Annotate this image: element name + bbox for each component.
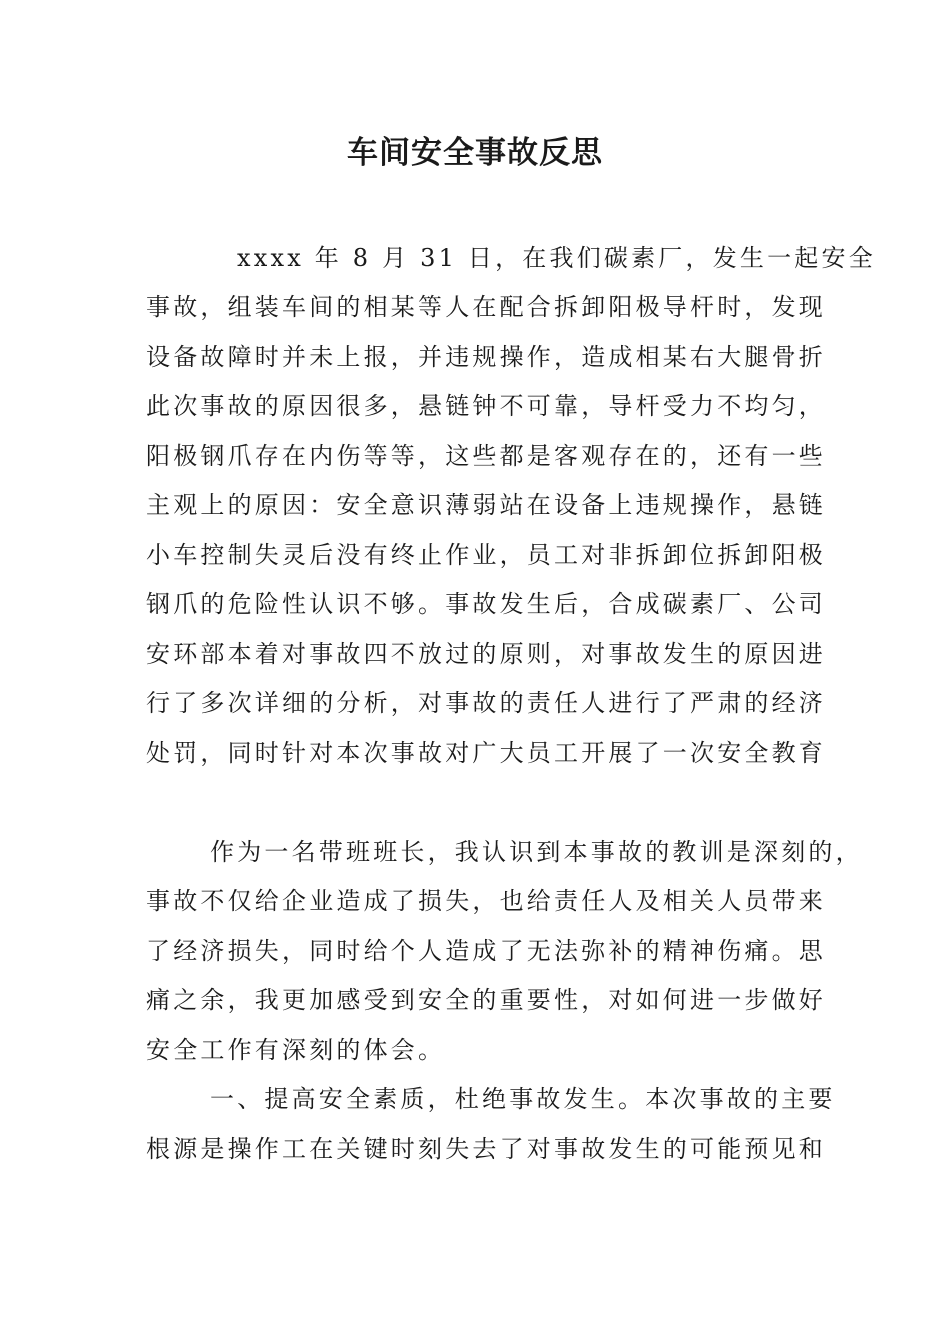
paragraph-line: xxxx 年 8 月 31 日，在我们碳素厂，发生一起安全 <box>237 244 876 272</box>
paragraph-line: 行了多次详细的分析，对事故的责任人进行了严肃的经济 <box>146 689 826 717</box>
paragraph-line: 设备故障时并未上报，并违规操作，造成相某右大腿骨折 <box>146 343 826 371</box>
paragraph-line: 作为一名带班班长，我认识到本事故的教训是深刻的， <box>210 838 863 866</box>
paragraph-line: 钢爪的危险性认识不够。事故发生后，合成碳素厂、公司 <box>146 590 826 618</box>
paragraph-line: 事故不仅给企业造成了损失，也给责任人及相关人员带来 <box>146 887 826 915</box>
paragraph-line: 了经济损失，同时给个人造成了无法弥补的精神伤痛。思 <box>146 937 826 965</box>
paragraph-line: 主观上的原因：安全意识薄弱站在设备上违规操作，悬链 <box>146 491 826 519</box>
paragraph-line: 一、提高安全素质，杜绝事故发生。本次事故的主要 <box>210 1085 836 1113</box>
paragraph-line: 阳极钢爪存在内伤等等，这些都是客观存在的，还有一些 <box>146 442 826 470</box>
paragraph-line: 处罚，同时针对本次事故对广大员工开展了一次安全教育 <box>146 739 826 767</box>
paragraph-line: 安全工作有深刻的体会。 <box>146 1036 446 1064</box>
paragraph-line: 痛之余，我更加感受到安全的重要性，对如何进一步做好 <box>146 986 826 1014</box>
paragraph-line: 事故，组装车间的相某等人在配合拆卸阳极导杆时，发现 <box>146 293 826 321</box>
paragraph-line: 此次事故的原因很多，悬链钟不可靠，导杆受力不均匀， <box>146 392 826 420</box>
document-title: 车间安全事故反思 <box>347 135 603 171</box>
paragraph-line: 根源是操作工在关键时刻失去了对事故发生的可能预见和 <box>146 1135 826 1163</box>
paragraph-line: 小车控制失灵后没有终止作业，员工对非拆卸位拆卸阳极 <box>146 541 826 569</box>
paragraph-line: 安环部本着对事故四不放过的原则，对事故发生的原因进 <box>146 640 826 668</box>
